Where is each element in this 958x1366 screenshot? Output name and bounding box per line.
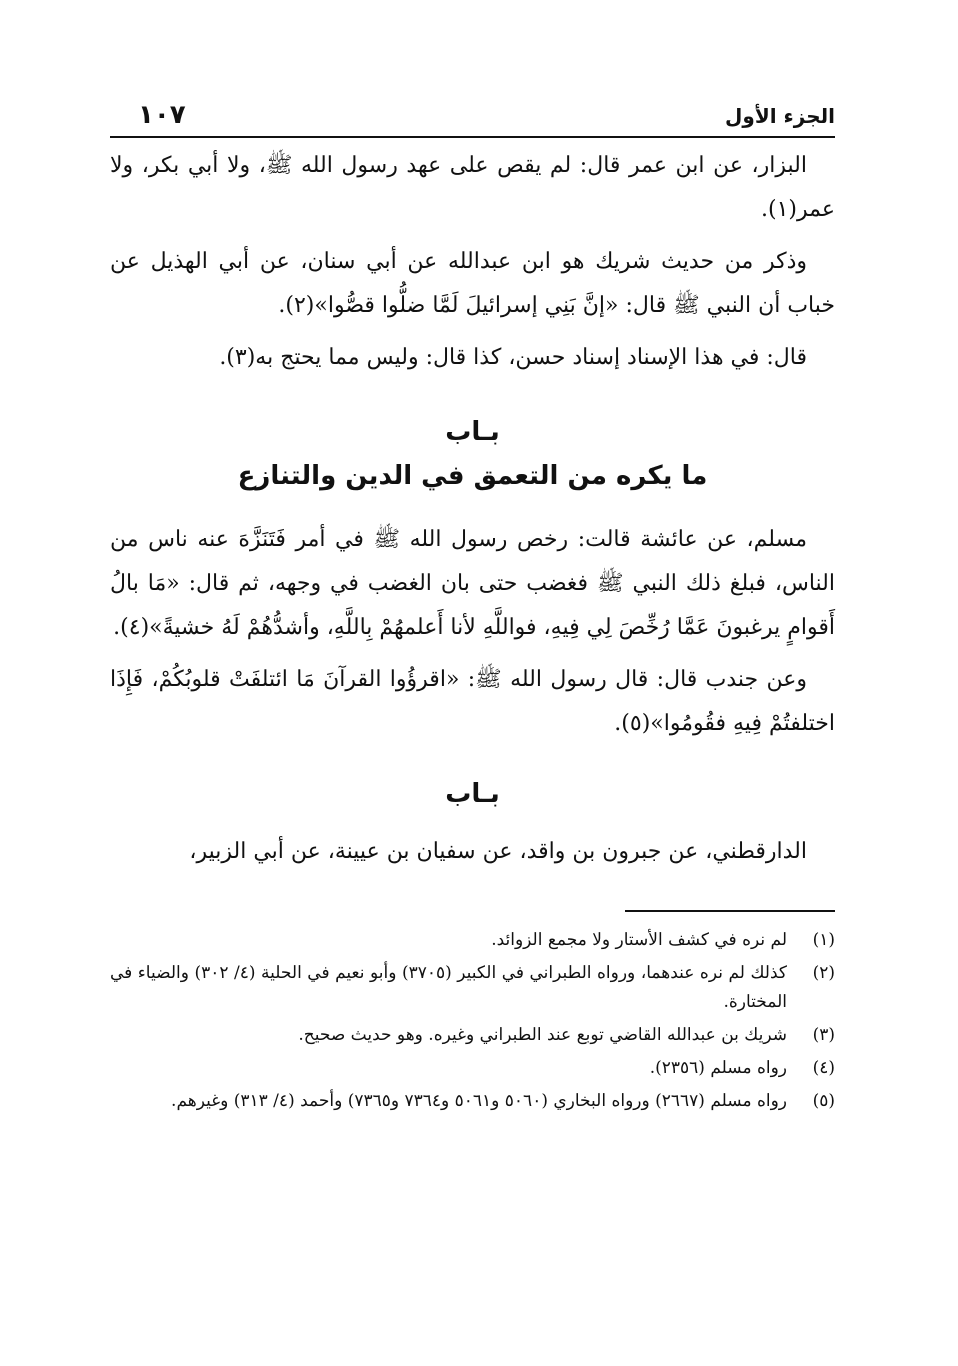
footnote-text: شريك بن عبدالله القاضي توبع عند الطبراني وغيره. وهو حديث صحيح. bbox=[298, 1025, 787, 1045]
page-header bbox=[110, 96, 835, 138]
footnote-text: رواه مسلم (٢٦٦٧) ورواه البخاري (٥٠٦٠ و٥٠٦١ و٧٣٦٤ و٧٣٦٥) وأحمد (٤/ ٣١٣) وغيرهم. bbox=[171, 1091, 787, 1111]
footnote bbox=[110, 1021, 835, 1050]
book-page bbox=[110, 96, 835, 1120]
footnote-text: رواه مسلم (٢٣٥٦). bbox=[649, 1058, 787, 1078]
paragraph: البزار، عن ابن عمر قال: لم يقص على عهد رسول الله ﷺ، ولا أبي بكر، ولا عمر(١). bbox=[110, 153, 835, 222]
paragraph: وعن جندب قال: قال رسول الله ﷺ: «اقرؤُوا القرآنَ مَا ائتلفَتْ قلوبُكُمْ، فَإِذَا اختلفتُمْ فِيهِ فقُومُوا»(٥). bbox=[110, 667, 835, 736]
footnote-divider bbox=[625, 910, 835, 912]
running-title: الجزء الأول bbox=[725, 104, 835, 128]
footnote bbox=[110, 1054, 835, 1083]
footnote bbox=[110, 1087, 835, 1116]
footnote-text: لم نره في كشف الأستار ولا مجمع الزوائد. bbox=[491, 930, 787, 950]
footnote bbox=[110, 959, 835, 1017]
paragraph: الدارقطني، عن جبرون بن واقد، عن سفيان بن عيينة، عن أبي الزبير، bbox=[189, 839, 807, 864]
footnotes bbox=[110, 926, 835, 1116]
footnote-number: (٥) bbox=[812, 1091, 835, 1111]
section-heading: بـاب bbox=[445, 417, 500, 447]
section-subheading: ما يكره من التعمق في الدين والتنازع bbox=[237, 461, 708, 491]
paragraph: وذكر من حديث شريك هو ابن عبدالله عن أبي سنان، عن أبي الهذيل عن خباب أن النبي ﷺ قال: «إنَّ بَنِي إسرائيلَ لَمَّا ضلُّوا قصُّوا»(٢). bbox=[110, 249, 835, 318]
footnote-text: كذلك لم نره عندهما، ورواه الطبراني في الكبير (٣٧٠٥) وأبو نعيم في الحلية (٤/ ٣٠٢) والضياء في المختارة. bbox=[110, 963, 787, 1012]
footnote-number: (٣) bbox=[812, 1025, 835, 1045]
main-text bbox=[110, 144, 835, 874]
page-number: ١٠٧ bbox=[138, 100, 186, 130]
footnote-number: (١) bbox=[812, 930, 835, 950]
section-heading: بـاب bbox=[445, 779, 500, 809]
footnote-number: (٢) bbox=[812, 963, 835, 983]
footnote bbox=[110, 926, 835, 955]
paragraph: قال: في هذا الإسناد إسناد حسن، كذا قال: وليس مما يحتج به(٣). bbox=[219, 345, 807, 370]
paragraph: مسلم، عن عائشة قالت: رخص رسول الله ﷺ في أمر فَتَنَزَّهَ عنه ناس من الناس، فبلغ ذلك النبي ﷺ فغضب حتى بان الغضب في وجهه، ثم قال: «مَا بالُ أَقوامٍ يرغبونَ عَمَّا رُخِّصَ لِي فِيهِ، فواللَّهِ لأنا أَعلمهُمْ بِاللَّهِ، وأشدُّهُمْ لَهُ خشيةً»(٤). bbox=[110, 527, 835, 640]
footnote-number: (٤) bbox=[812, 1058, 835, 1078]
